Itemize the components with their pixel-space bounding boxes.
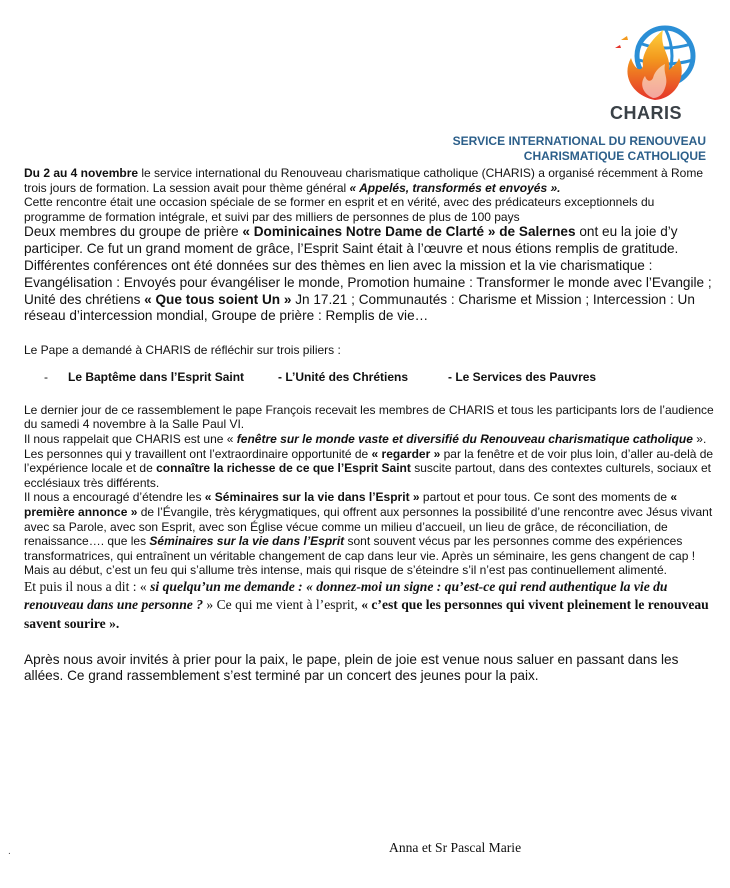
pillar-poor: - Le Services des Pauvres — [448, 369, 597, 384]
service-heading-line-2: CHARISMATIQUE CATHOLIQUE — [523, 149, 706, 163]
paragraph-seminars: Il nous a encouragé d’étendre les « Séminaires sur la vie dans l’Esprit » partout et pour tous. Ce sont des moments de « première annonce » de l’Évangile, très kérygmatiques, qui offrent aux personnes la possibilité d’une rencontre avec Jésus vivant avec sa Parole, avec son Esprit, avec son Église vécue comme un milieu d’accueil, un lieu de grâce, de réconciliation, de renaissance…. que les Séminaires sur la vie dans l’Esprit sont souvent vécus par les personnes comme des expériences transformatrices, qui entraînent un véritable changement de cap dans leur vie. Après un séminaire, les gens changent de cap ! Mais au début, c’est un feu qui s’allume très intense, mais qui risque de s’éteindre s’il n’est pas continuellement alimenté. — [24, 490, 713, 578]
service-heading — [366, 134, 706, 164]
pillar-unity: - L’Unité des Chrétiens — [278, 369, 409, 384]
prayer-group-name: « Dominicaines Notre Dame de Clarté » de Salernes — [242, 224, 576, 240]
spacer — [24, 325, 714, 343]
pillar-dash: - — [44, 369, 48, 384]
paragraph-pillars-intro: Le Pape a demandé à CHARIS de réfléchir sur trois piliers : — [24, 343, 341, 358]
flame-globe-icon — [607, 18, 707, 108]
paragraph-conferences: Différentes conférences ont été données sur des thèmes en lien avec la mission et la vie charismatique : Evangélisation : Envoyés pour évangéliser le monde, Promotion humaine : Transformer le monde avec l’Evangile ; Unité des chrétiens « Que tous soient Un » Jn 17.21 ; Communautés : Charisme et Mission ; Intercession : Un réseau d’intercession mondial, Groupe de prière : Remplis de vie… — [24, 257, 712, 324]
pillars-list — [24, 370, 714, 385]
pillar-baptism: Le Baptême dans l’Esprit Saint — [68, 369, 245, 384]
paragraph-window: Il nous rappelait que CHARIS est une « fenêtre sur le monde vaste et diversifié du Renouveau charismatique catholique ». Les personnes qui y travaillent ont l’extraordinaire opportunité de « regarder » par la fenêtre et de voir plus loin, d’aller au-delà de l’expérience locale et de connaître la richesse de ce que l’Esprit Saint suscite partout, dans des contextes culturels, sociaux et ecclésiaux très différents. — [24, 431, 714, 490]
spacer — [24, 385, 714, 403]
intro-text: le service international du Renouveau charismatique catholique (CHARIS) a organisé récemment à Rome trois jours de formation. La session avait pour thème général — [24, 166, 703, 195]
paragraph-intro — [24, 166, 714, 195]
paragraph-closing: Après nous avoir invités à prier pour la paix, le pape, plein de joie est venue nous saluer en passant dans les allées. Ce grand rassemblement s’est terminé par un concert des jeunes pour la paix. — [24, 651, 679, 684]
article-body — [24, 166, 714, 685]
margin-dot: . — [8, 846, 11, 857]
paragraph-members: Deux membres du groupe de prière « Dominicaines Notre Dame de Clarté » de Salernes ont eu la joie d’y participer. Ce fut un grand moment de grâce, l’Esprit Saint était à l’œuvre et nous étions remplis de gratitude. — [24, 224, 679, 257]
logo-wordmark: CHARIS — [610, 103, 683, 123]
service-heading-line-1: SERVICE INTERNATIONAL DU RENOUVEAU — [452, 134, 706, 148]
paragraph-audience: Le dernier jour de ce rassemblement le pape François recevait les membres de CHARIS et tous les participants lors de l’audience du samedi 4 novembre à la Salle Paul VI. — [24, 402, 714, 432]
spacer — [24, 634, 714, 652]
unity-quote: « Que tous soient Un » — [144, 291, 292, 307]
intro-date: Du 2 au 4 novembre — [24, 166, 139, 180]
intro-theme: « Appelés, transformés et envoyés ». — [349, 180, 561, 195]
paragraph-quote: Et puis il nous a dit : « si quelqu’un me demande : « donnez-moi un signe : qu’est-ce qui rend authentique la vie du renouveau dans une personne ? » Ce qui me vient à l’esprit, « c’est que les personnes qui vivent pleinement le renouveau savent sourire ». — [24, 578, 709, 632]
signature: Anna et Sr Pascal Marie — [389, 840, 522, 855]
paragraph-occasion: Cette rencontre était une occasion spéciale de se former en esprit et en vérité, avec des prédicateurs exceptionnels du programme de formation intégrale, et suivi par des milliers de personnes de plus de 100 pays — [24, 195, 655, 224]
